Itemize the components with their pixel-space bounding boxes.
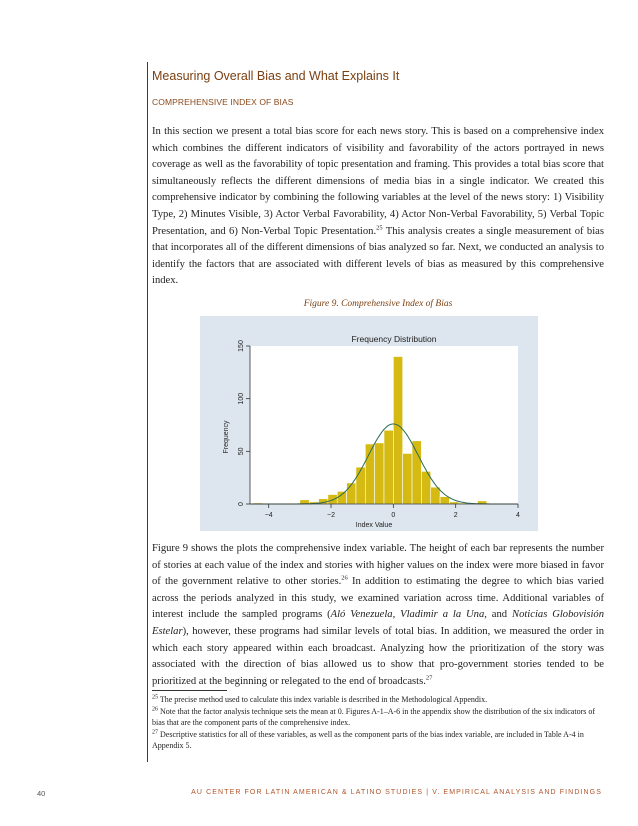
program-names-1: Aló Venezuela, Vladimir a la Una — [330, 609, 485, 621]
footnote-text: Descriptive statistics for all of these variables, as well as the component parts of the bias index variable, are included in Table A-4 in Appendix 5. — [152, 729, 584, 751]
histogram-chart — [200, 316, 538, 531]
footnote-number: 27 — [152, 729, 158, 736]
y-tick-label: 100 — [238, 392, 245, 405]
intro-paragraph — [152, 124, 604, 290]
figure-caption: Figure 9. Comprehensive Index of Bias — [303, 299, 453, 309]
y-axis-label: Frequency — [223, 420, 230, 454]
footnote-ref-25[interactable]: 25 — [376, 224, 383, 232]
subheading: COMPREHENSIVE INDEX OF BIAS — [152, 97, 294, 107]
section-title: Measuring Overall Bias and What Explains It — [152, 69, 400, 83]
footnotes — [152, 694, 604, 752]
histogram-bar — [440, 497, 449, 504]
histogram-figure — [200, 316, 538, 531]
left-margin-rule — [147, 62, 148, 762]
intro-text-continued: This analysis creates a single measurement of bias that incorporates all of the different dimensions of bias analyzed so far. Next, we conducted an analysis to identify the factors that are associated with different levels of bias as measured by this comprehensive index. — [152, 225, 604, 287]
x-tick-label: 0 — [391, 512, 396, 519]
chart-title: Frequency Distribution — [351, 334, 437, 344]
discussion-paragraph — [152, 541, 604, 690]
x-axis-label: Index Value — [355, 522, 393, 529]
histogram-bar — [375, 443, 384, 504]
program-name-2: Noticias Globovisión Estelar — [152, 609, 604, 637]
discussion-text-4: ), however, these programs had similar levels of total bias. In addition, we measured the order in which each story appeared within each broadcast. Analyzing how the prioritization of the story was associated with the direction of bias allowed us to show that pro-government stories tended to be prioritized at the beginning or relegated to the end of broadcasts. — [152, 625, 604, 687]
x-tick-label: 2 — [453, 512, 458, 519]
footnote-text: Note that the factor analysis technique sets the mean at 0. Figures A-1–A-6 in the appendix show the distribution of the six indicators of bias that are the component parts of the comprehensive index. — [152, 706, 596, 728]
running-footer: AU CENTER FOR LATIN AMERICAN & LATINO STUDIES | V. EMPIRICAL ANALYSIS AND FINDINGS — [191, 789, 602, 796]
histogram-bar — [412, 441, 421, 504]
x-tick-label: −2 — [327, 512, 336, 519]
histogram-bar — [393, 357, 402, 504]
footnote-25 — [152, 694, 604, 706]
histogram-bar — [431, 487, 440, 504]
histogram-bar — [403, 453, 412, 504]
y-tick-label: 0 — [238, 502, 245, 506]
discussion-text-1: Figure 9 shows the plots the comprehensive index variable. The height of each bar represents the number of stories at each value of the index and stories with higher values on the index were more biased in favor of the government relative to other stories. — [152, 543, 604, 588]
footnote-27 — [152, 729, 604, 752]
discussion-text-3: , and — [484, 609, 512, 621]
page-number: 40 — [37, 789, 46, 798]
histogram-bar — [356, 467, 365, 504]
footnote-26 — [152, 706, 604, 729]
histogram-bar — [328, 495, 337, 504]
x-tick-label: −4 — [264, 512, 273, 519]
intro-text: In this section we present a total bias score for each news story. This is based on a comprehensive index which combines the different indicators of visibility and favorability of the actors portrayed in news coverage as well as the favorability of topic presentation and framing. This provides a total bias score that simultaneously reflects the different dimensions of media bias in a single indicator. We created this comprehensive indicator by combining the following variables at the level of the news story: 1) Visibility Type, 2) Minutes Visible, 3) Actor Verbal Favorability, 4) Actor Non-Verbal Favorability, 5) Verbal Topic Presentation, and 6) Non-Verbal Topic Presentation. — [152, 126, 604, 237]
y-tick-label: 50 — [238, 447, 245, 456]
footnote-ref-27[interactable]: 27 — [425, 674, 433, 682]
x-tick-label: 4 — [516, 512, 520, 519]
discussion-text-2: In addition to estimating the degree to which bias varied across the periods analyzed in this study, we examined variation across time. Additional variables of interest include the sampled programs ( — [152, 576, 604, 621]
y-tick-label: 150 — [238, 340, 245, 352]
footnote-number: 25 — [152, 694, 158, 701]
footnote-number: 26 — [152, 705, 158, 712]
footnote-divider — [152, 690, 227, 691]
histogram-bar — [337, 491, 346, 504]
histogram-bar — [347, 483, 356, 504]
histogram-bar — [384, 430, 393, 504]
footnote-text: The precise method used to calculate this index variable is described in the Methodological Appendix. — [158, 695, 488, 704]
footnote-ref-26[interactable]: 26 — [341, 574, 348, 582]
